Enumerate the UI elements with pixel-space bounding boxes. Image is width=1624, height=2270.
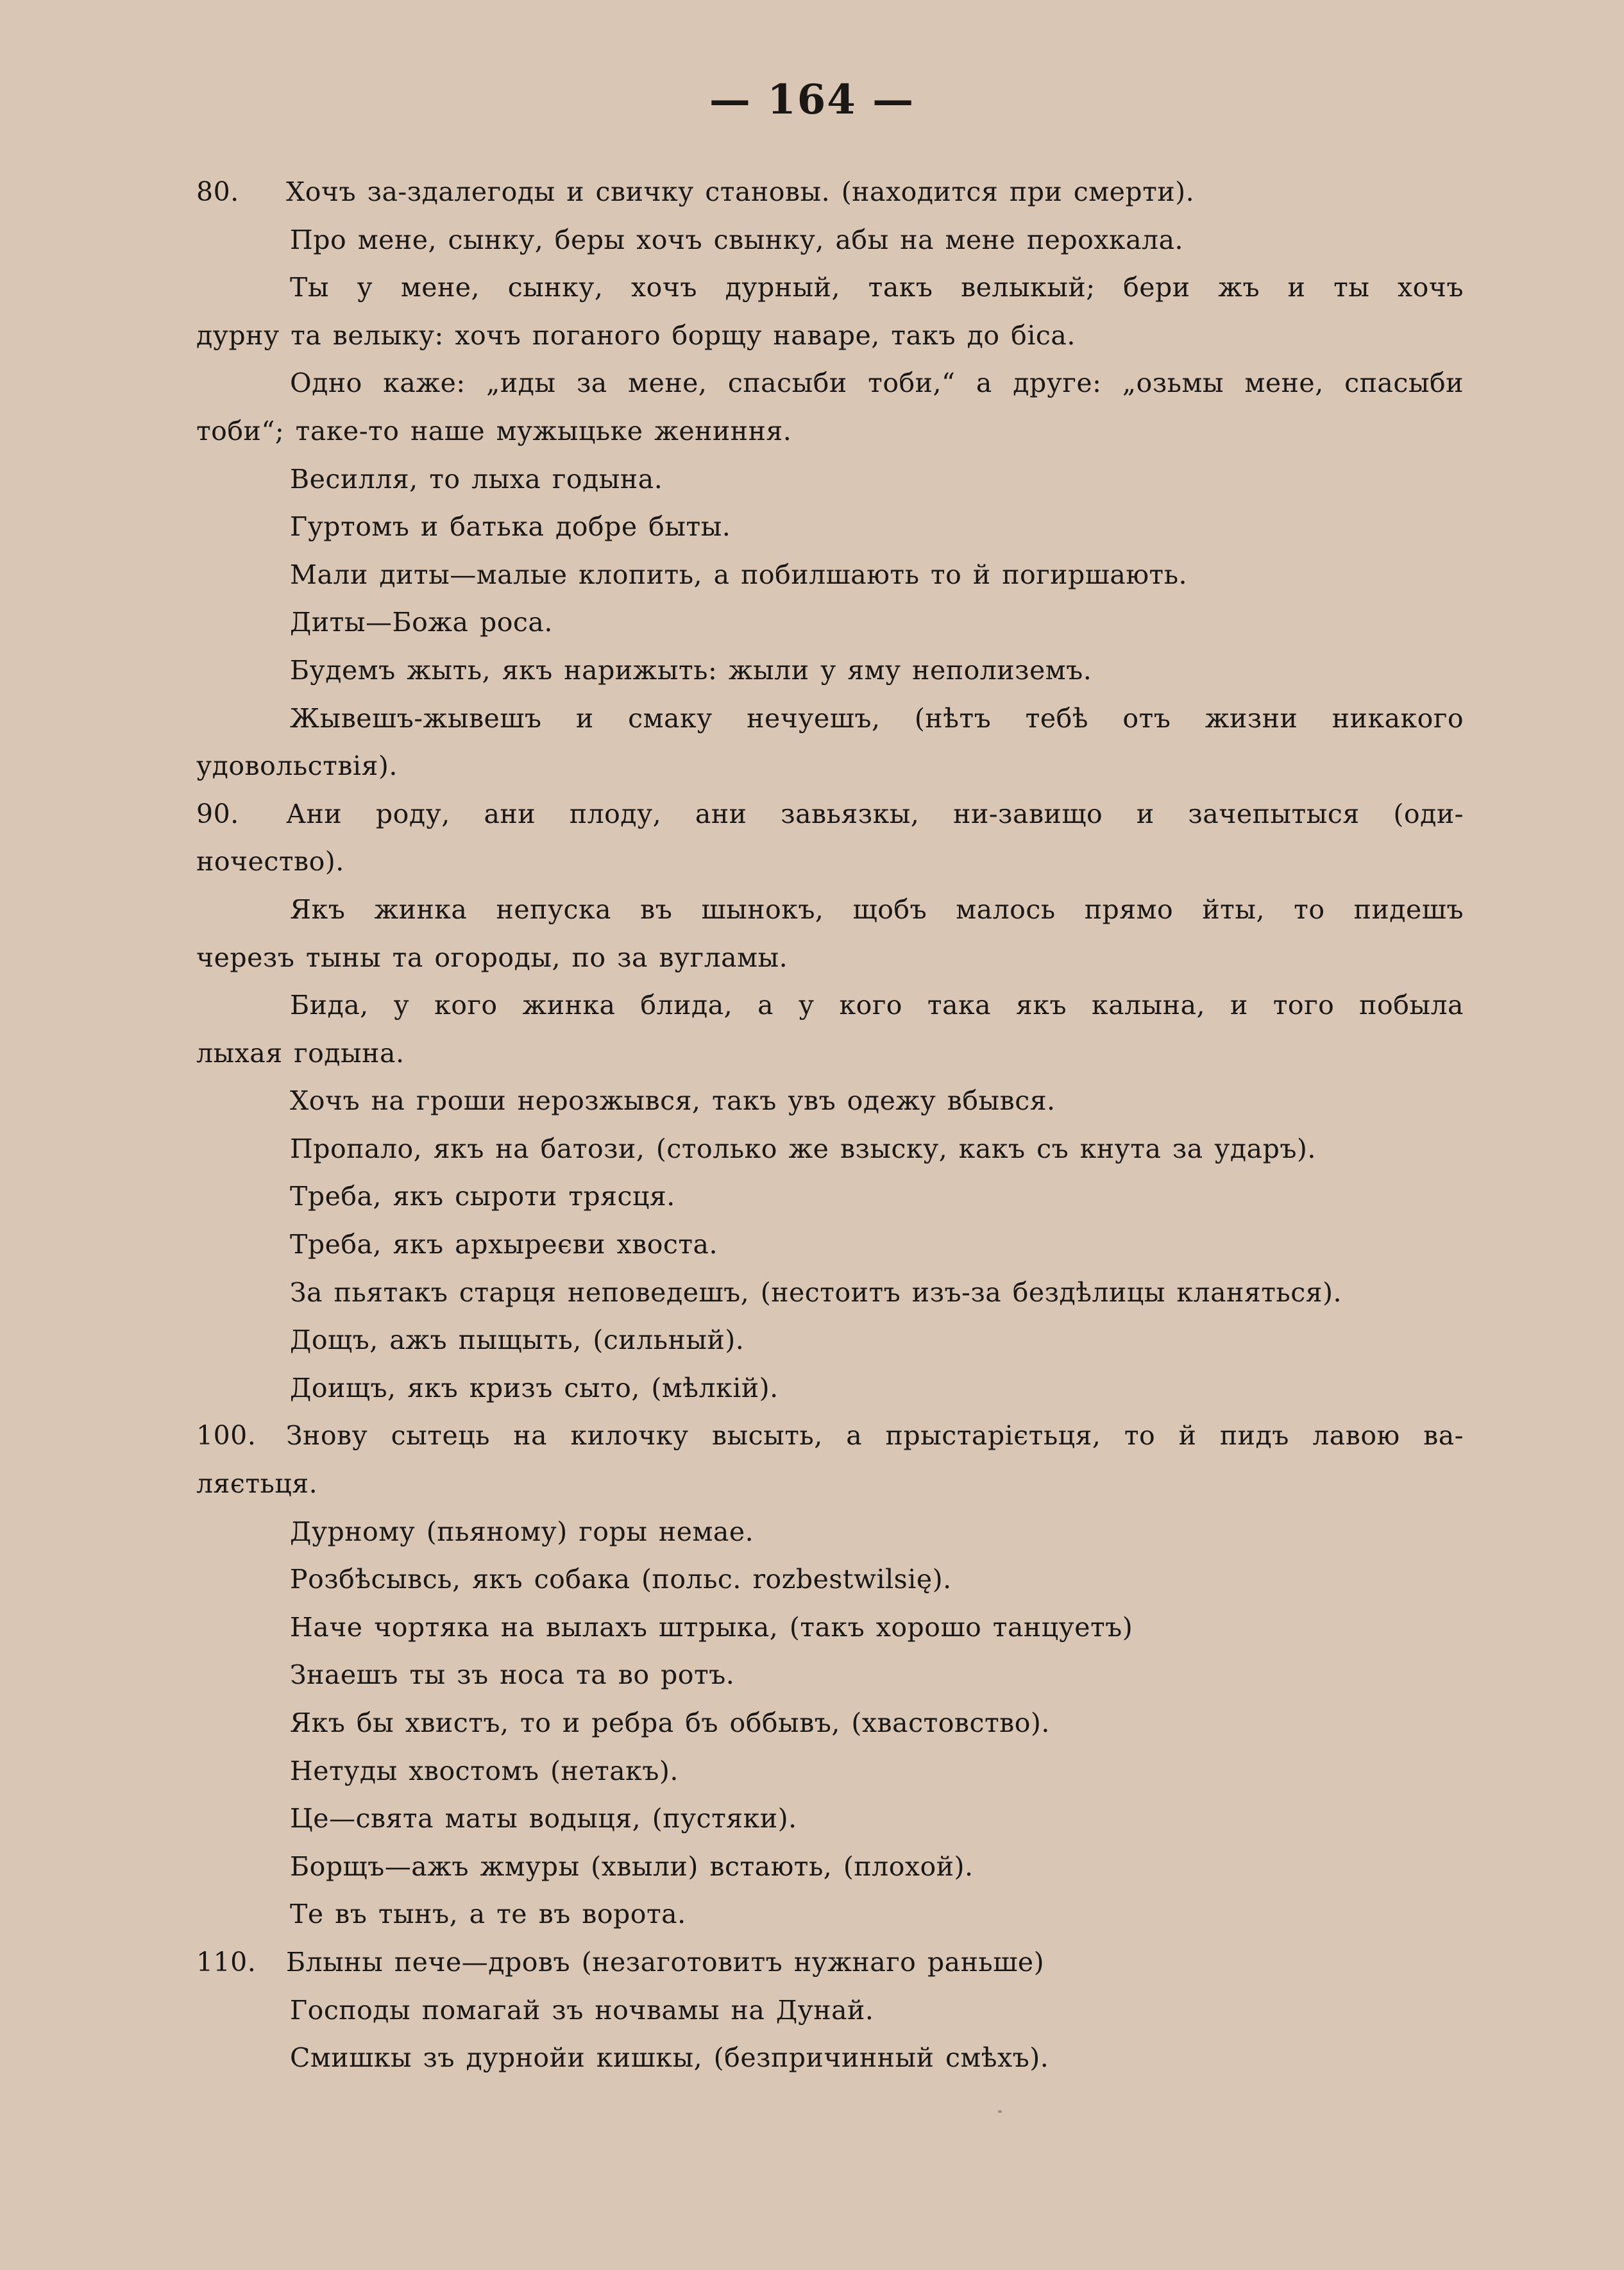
text-line xyxy=(196,742,1464,790)
text-line xyxy=(196,216,1464,264)
text-line xyxy=(196,2034,1464,2082)
text-line xyxy=(196,1890,1464,1938)
proverb-number: 80. xyxy=(196,176,239,207)
text-line xyxy=(196,407,1464,455)
line-text: Розбѣсывсь, якъ собака (польс. rozbestwilsię). xyxy=(290,1564,952,1595)
text-line xyxy=(196,1555,1464,1604)
text-line xyxy=(196,168,1464,216)
line-text: Гуртомъ и батька добре быты. xyxy=(290,511,731,543)
text-line xyxy=(196,1651,1464,1699)
line-text: Наче чортяка на вылахъ штрыка, (такъ хорошо танцуетъ) xyxy=(290,1611,1133,1643)
text-line xyxy=(196,1699,1464,1747)
line-text: Дурному (пьяному) горы немае. xyxy=(290,1516,754,1547)
text-line xyxy=(196,1316,1464,1364)
text-line xyxy=(196,1077,1464,1125)
line-text: Господы помагай зъ ночвамы на Дунай. xyxy=(290,1994,874,2026)
text-line xyxy=(196,455,1464,504)
line-text: Весилля, то лыха годына. xyxy=(290,463,663,495)
text-line xyxy=(196,359,1464,407)
line-text: Якъ бы хвистъ, то и ребра бъ оббывъ, (хвастовство). xyxy=(290,1707,1050,1738)
line-text: Будемъ жыть, якъ нарижыть: жыли у яму неполиземъ. xyxy=(290,654,1092,686)
line-text: лыхая годына. xyxy=(196,1037,405,1069)
text-line xyxy=(196,551,1464,599)
line-text: Знову сытець на килочку высыть, а прыстарiєтьця, то й пидъ лавою ва- xyxy=(286,1420,1464,1452)
ink-speck xyxy=(998,2110,1002,2113)
line-text: Блыны пече—дровъ (незаготовитъ нужнаго раньше) xyxy=(286,1946,1045,1978)
text-line xyxy=(196,264,1464,312)
line-text: ночество). xyxy=(196,846,344,877)
line-text: Нетуды хвостомъ (нетакъ). xyxy=(290,1755,679,1786)
line-text: Дощъ, ажъ пыщыть, (сильный). xyxy=(290,1325,745,1356)
text-line xyxy=(196,1843,1464,1891)
line-text: Одно каже: „иды за мене, спасыби тоби,“ а друге: „озьмы мене, спасыби xyxy=(290,368,1464,399)
line-text: Те въ тынъ, а те въ ворота. xyxy=(290,1899,686,1930)
text-line xyxy=(196,838,1464,886)
text-line xyxy=(196,1173,1464,1221)
text-line xyxy=(196,1412,1464,1460)
line-text: Ты у мене, сынку, хочъ дурный, такъ велыкый; бери жъ и ты хочъ xyxy=(290,272,1464,303)
line-text: Смишкы зъ дурнойи кишкы, (безпричинный смѣхъ). xyxy=(290,2042,1049,2074)
line-text: Диты—Божа роса. xyxy=(290,607,553,638)
text-line xyxy=(196,981,1464,1029)
line-text: удовольствiя). xyxy=(196,750,398,782)
line-text: Знаешъ ты зъ носа та во ротъ. xyxy=(290,1659,735,1691)
proverbs-text-block xyxy=(196,168,1464,2082)
text-line xyxy=(196,886,1464,934)
line-text: Ани роду, ани плоду, ани завьязкы, ни-завищо и зачепытыся (оди- xyxy=(286,798,1464,829)
line-text: Доищъ, якъ кризъ сыто, (мѣлкiй). xyxy=(290,1372,779,1403)
text-line xyxy=(196,1604,1464,1652)
line-text: Це—свята маты водыця, (пустяки). xyxy=(290,1803,797,1834)
text-line xyxy=(196,1221,1464,1269)
line-text: ляєтьця. xyxy=(196,1468,318,1500)
text-line xyxy=(196,1364,1464,1412)
text-line xyxy=(196,1795,1464,1843)
line-text: Треба, якъ сыроти трясця. xyxy=(290,1181,675,1212)
line-text: Якъ жинка непуска въ шынокъ, щобъ малось прямо йты, то пидешъ xyxy=(290,894,1464,925)
text-line xyxy=(196,1508,1464,1556)
line-text: Хочъ на гроши нерозжывся, такъ увъ одежу вбывся. xyxy=(290,1085,1056,1117)
line-text: дурну та велыку: хочъ поганого борщу наваре, такъ до бiса. xyxy=(196,319,1076,351)
line-text: За пьятакъ старця неповедешъ, (нестоитъ изъ-за бездѣлицы кланяться). xyxy=(290,1276,1342,1308)
text-line xyxy=(196,934,1464,982)
line-text: Борщъ—ажъ жмуры (хвыли) встають, (плохой). xyxy=(290,1851,974,1882)
text-line xyxy=(196,598,1464,647)
text-line xyxy=(196,647,1464,695)
proverb-number: 110. xyxy=(196,1946,257,1978)
line-text: Мали диты—малые клопить, а побилшають то й погиршають. xyxy=(290,559,1188,590)
proverb-number: 100. xyxy=(196,1420,257,1452)
line-text: Треба, якъ архыреєви хвоста. xyxy=(290,1229,718,1260)
text-line xyxy=(196,1460,1464,1508)
text-line xyxy=(196,1747,1464,1795)
text-line xyxy=(196,1269,1464,1317)
text-line xyxy=(196,503,1464,551)
line-text: Бида, у кого жинка блида, а у кого така якъ калына, и того побыла xyxy=(290,990,1464,1021)
proverb-number: 90. xyxy=(196,798,239,829)
text-line xyxy=(196,1125,1464,1173)
line-text: Хочъ за-здалегоды и свичку становы. (находится при смерти). xyxy=(286,176,1195,207)
line-text: тоби“; таке-то наше мужыцьке жениння. xyxy=(196,415,792,446)
text-line xyxy=(196,1986,1464,2035)
text-line xyxy=(196,695,1464,743)
text-line xyxy=(196,1029,1464,1078)
line-text: Про мене, сынку, беры хочъ свынку, абы на мене перохкала. xyxy=(290,224,1184,255)
page-number: — 164 — xyxy=(709,76,915,124)
line-text: Пропало, якъ на батози, (столько же взыску, какъ съ кнута за ударъ). xyxy=(290,1133,1316,1164)
line-text: Жывешъ-жывешъ и смаку нечуешъ, (нѣтъ тебѣ отъ жизни никакого xyxy=(290,702,1464,734)
line-text: черезъ тыны та огороды, по за вугламы. xyxy=(196,942,788,973)
text-line xyxy=(196,1938,1464,1986)
text-line xyxy=(196,790,1464,838)
text-line xyxy=(196,312,1464,360)
